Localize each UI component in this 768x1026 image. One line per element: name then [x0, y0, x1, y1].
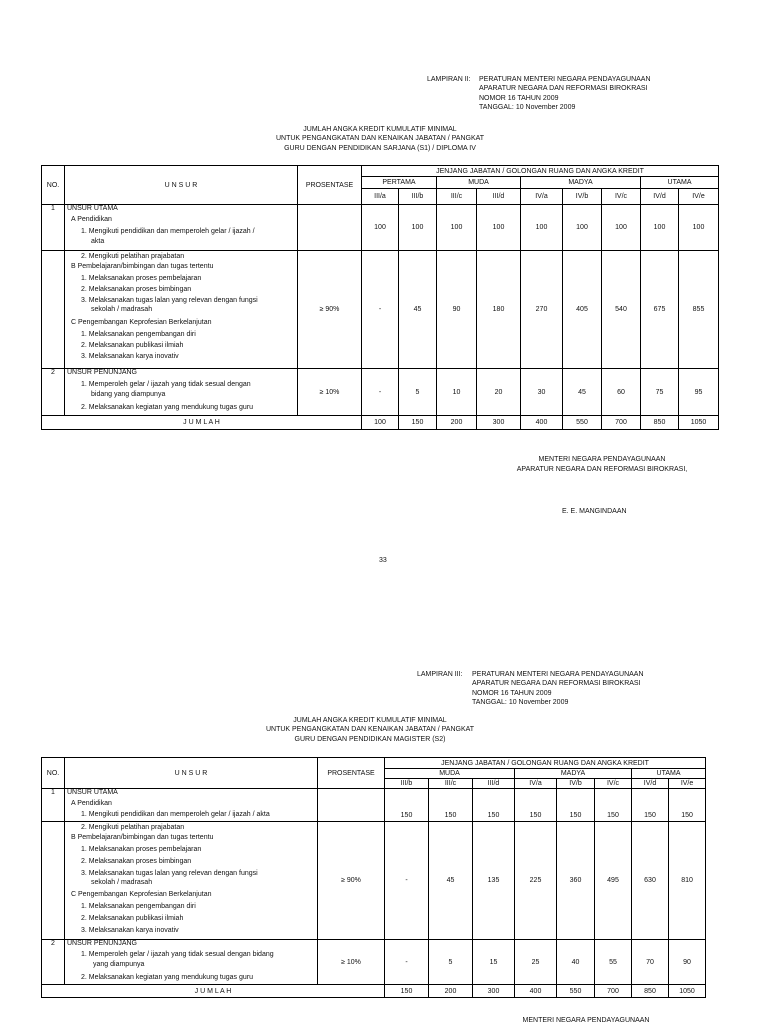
prosentase-value: ≥ 90% [298, 251, 362, 369]
unsur-item: 2. Melaksanakan kegiatan yang mendukung tugas guru [81, 974, 254, 981]
total-cell: 1050 [679, 416, 719, 430]
value-cell: 100 [602, 205, 641, 251]
row-no: 1 [42, 205, 65, 251]
value-cell: 15 [473, 940, 515, 985]
total-cell: 150 [385, 985, 429, 998]
title-line: JUMLAH ANGKA KREDIT KUMULATIF MINIMAL [303, 126, 457, 133]
value-cell: 150 [385, 789, 429, 822]
unsur-item: 1. Melaksanakan proses pembelajaran [81, 275, 202, 282]
value-cell: 10 [437, 369, 477, 416]
page-number: 33 [379, 557, 387, 564]
grade-header: III/c [429, 779, 473, 789]
value-cell: 100 [477, 205, 521, 251]
grade-header: IV/a [521, 189, 563, 205]
row-no [42, 251, 65, 369]
value-cell: 100 [641, 205, 679, 251]
value-cell: 270 [521, 251, 563, 369]
unsur-item: yang diampunya [93, 961, 145, 968]
grade-header: IV/b [563, 189, 602, 205]
grade-header: IV/a [515, 779, 557, 789]
unsur-item: sekolah / madrasah [91, 306, 153, 313]
unsur-item: 1. Memperoleh gelar / ijazah yang tidak sesual dengan [81, 381, 251, 388]
value-cell: 855 [679, 251, 719, 369]
unsur-item: 2. Melaksanakan publikasi ilmiah [81, 915, 184, 922]
value-cell: 75 [641, 369, 679, 416]
signer-name: E. E. MANGINDAAN [562, 508, 627, 515]
total-cell: 400 [515, 985, 557, 998]
unsur-item: A Pendidikan [71, 800, 112, 807]
total-cell: 700 [595, 985, 632, 998]
unsur-item: 2. Mengikuti pelatihan prajabatan [81, 253, 185, 260]
unsur-item: 3. Melaksanakan karya inovativ [81, 353, 179, 360]
value-cell: 5 [429, 940, 473, 985]
value-cell: - [385, 940, 429, 985]
grade-header: III/c [437, 189, 477, 205]
grade-header: IV/e [679, 189, 719, 205]
row-no: 2 [42, 940, 65, 985]
total-cell: 150 [399, 416, 437, 430]
title-line: GURU DENGAN PENDIDIKAN MAGISTER (S2) [294, 735, 446, 743]
unsur-item: 1. Mengikuti pendidikan dan memperoleh gelar / ijazah / [81, 228, 255, 235]
lampiran-line: PERATURAN MENTERI NEGARA PENDAYAGUNAAN [479, 76, 651, 83]
unsur-item: B Pembelajaran/bimbingan dan tugas tertentu [71, 263, 214, 270]
total-cell: 300 [473, 985, 515, 998]
value-cell: 540 [602, 251, 641, 369]
group-muda: MUDA [437, 177, 521, 189]
value-cell: 100 [437, 205, 477, 251]
lampiran-line: TANGGAL: 10 November 2009 [479, 103, 576, 111]
unsur-item: akta [91, 238, 105, 245]
value-cell: 150 [595, 789, 632, 822]
total-cell: 200 [437, 416, 477, 430]
value-cell: 45 [563, 369, 602, 416]
unsur-heading: UNSUR UTAMA [67, 789, 118, 796]
unsur-item: A Pendidikan [71, 216, 112, 223]
grade-header: IV/c [595, 779, 632, 789]
value-cell: 100 [399, 205, 437, 251]
unsur-item: 2. Melaksanakan kegiatan yang mendukung tugas guru [81, 404, 254, 411]
value-cell: 60 [602, 369, 641, 416]
document-title-2 [190, 716, 550, 744]
grade-header: IV/b [557, 779, 595, 789]
group-pertama: PERTAMA [362, 177, 437, 189]
value-cell: 150 [557, 789, 595, 822]
value-cell: 20 [477, 369, 521, 416]
unsur-heading: UNSUR PENUNJANG [67, 369, 138, 376]
lampiran-label: LAMPIRAN II: [427, 76, 471, 83]
lampiran-label: LAMPIRAN III: [417, 671, 463, 678]
header-no: NO. [42, 166, 65, 205]
lampiran-line: NOMOR 16 TAHUN 2009 [479, 94, 559, 102]
header-prosentase: PROSENTASE [318, 758, 385, 789]
total-cell: 550 [557, 985, 595, 998]
total-cell: 400 [521, 416, 563, 430]
lampiran-line: APARATUR NEGARA DAN REFORMASI BIROKRASI [479, 85, 648, 93]
grade-header: III/b [399, 189, 437, 205]
signature-block-2 [480, 1016, 692, 1026]
unsur-utama-cell [65, 205, 298, 251]
header-jenjang: JENJANG JABATAN / GOLONGAN RUANG DAN ANGKA KREDIT [362, 166, 719, 177]
title-line: GURU DENGAN PENDIDIKAN SARJANA (S1) / DIPLOMA IV [284, 144, 476, 152]
group-madya: MADYA [515, 769, 632, 779]
signature-line: MENTERI NEGARA PENDAYAGUNAAN [538, 456, 666, 463]
unsur-item: C Pengembangan Keprofesian Berkelanjutan [71, 891, 212, 898]
unsur-item: 1. Melaksanakan proses pembelajaran [81, 846, 202, 853]
value-cell: 55 [595, 940, 632, 985]
header-prosentase: PROSENTASE [298, 166, 362, 205]
value-cell: 5 [399, 369, 437, 416]
total-cell: 200 [429, 985, 473, 998]
value-cell: 810 [669, 822, 706, 940]
lampiran-line: TANGGAL: 10 November 2009 [472, 698, 569, 706]
grade-header: III/d [477, 189, 521, 205]
lampiran-line: PERATURAN MENTERI NEGARA PENDAYAGUNAAN [472, 671, 644, 678]
value-cell: 25 [515, 940, 557, 985]
total-cell: 100 [362, 416, 399, 430]
row-no: 2 [42, 369, 65, 416]
lampiran-header-1 [427, 75, 651, 112]
value-cell: 405 [563, 251, 602, 369]
signature-line: MENTERI NEGARA PENDAYAGUNAAN [522, 1017, 650, 1024]
grade-header: IV/c [602, 189, 641, 205]
group-madya: MADYA [521, 177, 641, 189]
unsur-pembelajaran-cell [65, 251, 298, 369]
prosentase-value: ≥ 10% [318, 940, 385, 985]
jumlah-label: J U M L A H [42, 985, 385, 998]
value-cell: 100 [521, 205, 563, 251]
title-line: UNTUK PENGANGKATAN DAN KENAIKAN JABATAN / PANGKAT [265, 726, 475, 734]
lampiran-line: NOMOR 16 TAHUN 2009 [472, 689, 552, 697]
value-cell: 100 [362, 205, 399, 251]
title-line: JUMLAH ANGKA KREDIT KUMULATIF MINIMAL [293, 717, 447, 724]
unsur-item: 3. Melaksanakan tugas lalan yang relevan dengan fungsi [81, 297, 258, 304]
lampiran-line: APARATUR NEGARA DAN REFORMASI BIROKRASI [472, 680, 641, 688]
value-cell: 360 [557, 822, 595, 940]
header-no: NO. [42, 758, 65, 789]
value-cell: - [362, 369, 399, 416]
group-utama: UTAMA [641, 177, 719, 189]
value-cell: 30 [521, 369, 563, 416]
unsur-item: 2. Mengikuti pelatihan prajabatan [81, 824, 185, 831]
value-cell: 45 [429, 822, 473, 940]
total-cell: 850 [632, 985, 669, 998]
angka-kredit-table-s2 [41, 757, 706, 998]
value-cell: 70 [632, 940, 669, 985]
total-cell: 550 [563, 416, 602, 430]
prosentase-cell [298, 205, 362, 251]
row-no: 1 [42, 789, 65, 822]
value-cell: 150 [632, 789, 669, 822]
value-cell: 150 [429, 789, 473, 822]
jumlah-label: J U M L A H [42, 416, 362, 430]
value-cell: 45 [399, 251, 437, 369]
value-cell: 225 [515, 822, 557, 940]
value-cell: 495 [595, 822, 632, 940]
title-line: UNTUK PENGANGKATAN DAN KENAIKAN JABATAN / PANGKAT [275, 135, 485, 143]
unsur-heading: UNSUR UTAMA [67, 205, 118, 212]
unsur-utama-cell [65, 789, 318, 822]
value-cell: - [385, 822, 429, 940]
total-cell: 300 [477, 416, 521, 430]
unsur-item: 2. Melaksanakan proses bimbingan [81, 286, 192, 293]
grade-header: IV/e [669, 779, 706, 789]
total-cell: 850 [641, 416, 679, 430]
unsur-item: 1. Memperoleh gelar / ijazah yang tidak sesual dengan bidang [81, 951, 274, 958]
value-cell: 150 [515, 789, 557, 822]
grade-header: IV/d [632, 779, 669, 789]
unsur-item: 2. Melaksanakan proses bimbingan [81, 858, 192, 865]
value-cell: 150 [473, 789, 515, 822]
unsur-penunjang-cell [65, 940, 318, 985]
total-cell: 1050 [669, 985, 706, 998]
value-cell: 100 [679, 205, 719, 251]
value-cell: 100 [563, 205, 602, 251]
angka-kredit-table-s1 [41, 165, 719, 430]
signature-block-1 [496, 455, 708, 475]
unsur-item: C Pengembangan Keprofesian Berkelanjutan [71, 319, 212, 326]
lampiran-header-2 [417, 670, 644, 707]
unsur-item: sekolah / madrasah [91, 879, 153, 886]
group-utama: UTAMA [632, 769, 706, 779]
value-cell: 180 [477, 251, 521, 369]
unsur-item: 3. Melaksanakan karya inovativ [81, 927, 179, 934]
header-jenjang: JENJANG JABATAN / GOLONGAN RUANG DAN ANGKA KREDIT [385, 758, 706, 769]
prosentase-value: ≥ 90% [318, 822, 385, 940]
grade-header: III/d [473, 779, 515, 789]
unsur-heading: UNSUR PENUNJANG [67, 940, 138, 947]
value-cell: 40 [557, 940, 595, 985]
row-no [42, 822, 65, 940]
group-muda: MUDA [385, 769, 515, 779]
value-cell: 135 [473, 822, 515, 940]
signature-line: APARATUR NEGARA DAN REFORMASI BIROKRASI, [516, 466, 688, 473]
unsur-penunjang-cell [65, 369, 298, 416]
total-cell: 700 [602, 416, 641, 430]
value-cell: - [362, 251, 399, 369]
value-cell: 675 [641, 251, 679, 369]
header-unsur: U N S U R [65, 758, 318, 789]
unsur-item: 1. Melaksanakan pengembangan diri [81, 331, 196, 338]
value-cell: 90 [669, 940, 706, 985]
unsur-item: bidang yang diampunya [91, 391, 166, 398]
unsur-item: B Pembelajaran/bimbingan dan tugas tertentu [71, 834, 214, 841]
value-cell: 95 [679, 369, 719, 416]
unsur-item: 3. Melaksanakan tugas lalan yang relevan dengan fungsi [81, 870, 258, 877]
prosentase-value: ≥ 10% [298, 369, 362, 416]
grade-header: III/b [385, 779, 429, 789]
unsur-item: 1. Mengikuti pendidikan dan memperoleh gelar / ijazah / akta [81, 811, 270, 818]
value-cell: 90 [437, 251, 477, 369]
value-cell: 150 [669, 789, 706, 822]
unsur-pembelajaran-cell [65, 822, 318, 940]
header-unsur: U N S U R [65, 166, 298, 205]
grade-header: III/a [362, 189, 399, 205]
prosentase-cell [318, 789, 385, 822]
unsur-item: 2. Melaksanakan publikasi ilmiah [81, 342, 184, 349]
value-cell: 630 [632, 822, 669, 940]
document-title-1 [200, 125, 560, 153]
grade-header: IV/d [641, 189, 679, 205]
unsur-item: 1. Melaksanakan pengembangan diri [81, 903, 196, 910]
